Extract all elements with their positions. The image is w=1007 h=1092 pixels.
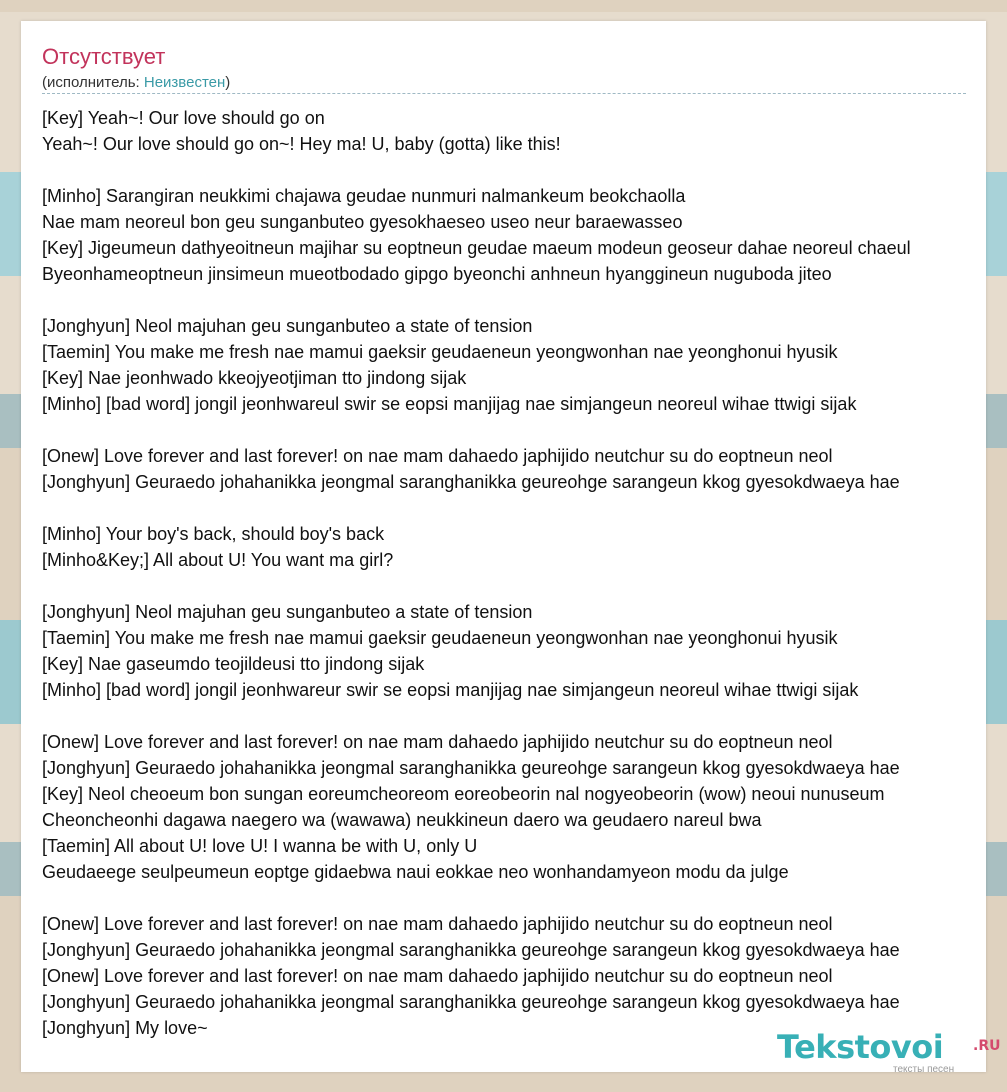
lyric-line: [Minho] Sarangiran neukkimi chajawa geudae nunmuri nalmankeum beokchaolla [42, 186, 686, 206]
lyric-line: [Jonghyun] Geuraedo johahanikka jeongmal saranghanikka geureohge sarangeun kkog gyesokdwaeya hae [42, 472, 900, 492]
lyric-line: Geudaeege seulpeumeun eoptge gidaebwa naui eokkae neo wonhandamyeon modu da julge [42, 862, 789, 882]
lyric-line [42, 495, 1002, 521]
lyric-line: [Jonghyun] Geuraedo johahanikka jeongmal saranghanikka geureohge sarangeun kkog gyesokdwaeya hae [42, 758, 900, 778]
lyric-line: [Key] Jigeumeun dathyeoitneun majihar su eoptneun geudae maeum modeun geoseur dahae neoreul chaeul [42, 238, 911, 258]
site-logo[interactable] [777, 1027, 1001, 1075]
artist-suffix: ) [225, 74, 231, 91]
lyric-line: [Onew] Love forever and last forever! on nae mam dahaedo japhijido neutchur su do eoptneun neol [42, 914, 833, 934]
lyrics-text [42, 105, 1002, 1041]
lyric-line: [Minho] [bad word] jongil jeonhwareur swir se eopsi manjijag nae simjangeun neoreul wihae ttwigi sijak [42, 680, 859, 700]
artist-link[interactable]: Неизвестен [143, 74, 226, 91]
lyric-line: [Onew] Love forever and last forever! on nae mam dahaedo japhijido neutchur su do eoptneun neol [42, 446, 833, 466]
lyric-line: [Key] Nae jeonhwado kkeojyeotjiman tto jindong sijak [42, 368, 467, 388]
lyric-line: [Jonghyun] Neol majuhan geu sunganbuteo a state of tension [42, 316, 533, 336]
lyric-line: [Taemin] You make me fresh nae mamui gaeksir geudaeneun yeongwonhan nae yeonghonui hyusik [42, 342, 838, 362]
lyric-line: Yeah~! Our love should go on~! Hey ma! U, baby (gotta) like this! [42, 134, 561, 154]
lyric-line [42, 287, 1002, 313]
artist-line [42, 73, 230, 93]
lyric-line [42, 885, 1002, 911]
song-title: Отсутствует [42, 44, 166, 69]
lyric-line [42, 417, 1002, 443]
artist-prefix: (исполнитель: [42, 74, 144, 91]
lyric-line: [Minho&Key;] All about U! You want ma girl? [42, 550, 394, 570]
lyric-line: Byeonhameoptneun jinsimeun mueotbodado gipgo byeonchi anhneun hyanggineun nuguboda jiteo [42, 264, 832, 284]
lyric-line [42, 157, 1002, 183]
lyric-line: [Minho] [bad word] jongil jeonhwareul swir se eopsi manjijag nae simjangeun neoreul wihae ttwigi sijak [42, 394, 857, 414]
lyric-line: [Jonghyun] Geuraedo johahanikka jeongmal saranghanikka geureohge sarangeun kkog gyesokdwaeya hae [42, 940, 900, 960]
logo-wordmark: Tekstovoi [777, 1028, 944, 1066]
lyric-line: [Taemin] You make me fresh nae mamui gaeksir geudaeneun yeongwonhan nae yeonghonui hyusik [42, 628, 838, 648]
lyric-line: [Key] Yeah~! Our love should go on [42, 108, 325, 128]
lyric-line: [Minho] Your boy's back, should boy's back [42, 524, 385, 544]
lyrics-card [21, 21, 1001, 1075]
lyric-line: [Key] Neol cheoeum bon sungan eoreumcheoreom eoreobeorin nal nogyeobeorin (wow) neoui nunuseum [42, 784, 885, 804]
background-stripe [0, 0, 1007, 12]
lyric-line: [Onew] Love forever and last forever! on nae mam dahaedo japhijido neutchur su do eoptneun neol [42, 966, 833, 986]
logo-tagline: тексты песен [893, 1064, 955, 1075]
header-divider [42, 93, 966, 94]
lyric-line: [Taemin] All about U! love U! I wanna be with U, only U [42, 836, 478, 856]
lyric-line: [Jonghyun] Geuraedo johahanikka jeongmal saranghanikka geureohge sarangeun kkog gyesokdwaeya hae [42, 992, 900, 1012]
lyric-line: Cheoncheonhi dagawa naegero wa (wawawa) neukkineun daero wa geudaero nareul bwa [42, 810, 762, 830]
lyric-line [42, 703, 1002, 729]
logo-domain: .RU [973, 1038, 1001, 1054]
lyric-line: [Onew] Love forever and last forever! on nae mam dahaedo japhijido neutchur su do eoptneun neol [42, 732, 833, 752]
lyric-line: Nae mam neoreul bon geu sunganbuteo gyesokhaeseo useo neur baraewasseo [42, 212, 683, 232]
lyric-line: [Jonghyun] My love~ [42, 1018, 208, 1038]
lyric-line: [Key] Nae gaseumdo teojildeusi tto jindong sijak [42, 654, 425, 674]
lyric-line [42, 573, 1002, 599]
lyric-line: [Jonghyun] Neol majuhan geu sunganbuteo a state of tension [42, 602, 533, 622]
